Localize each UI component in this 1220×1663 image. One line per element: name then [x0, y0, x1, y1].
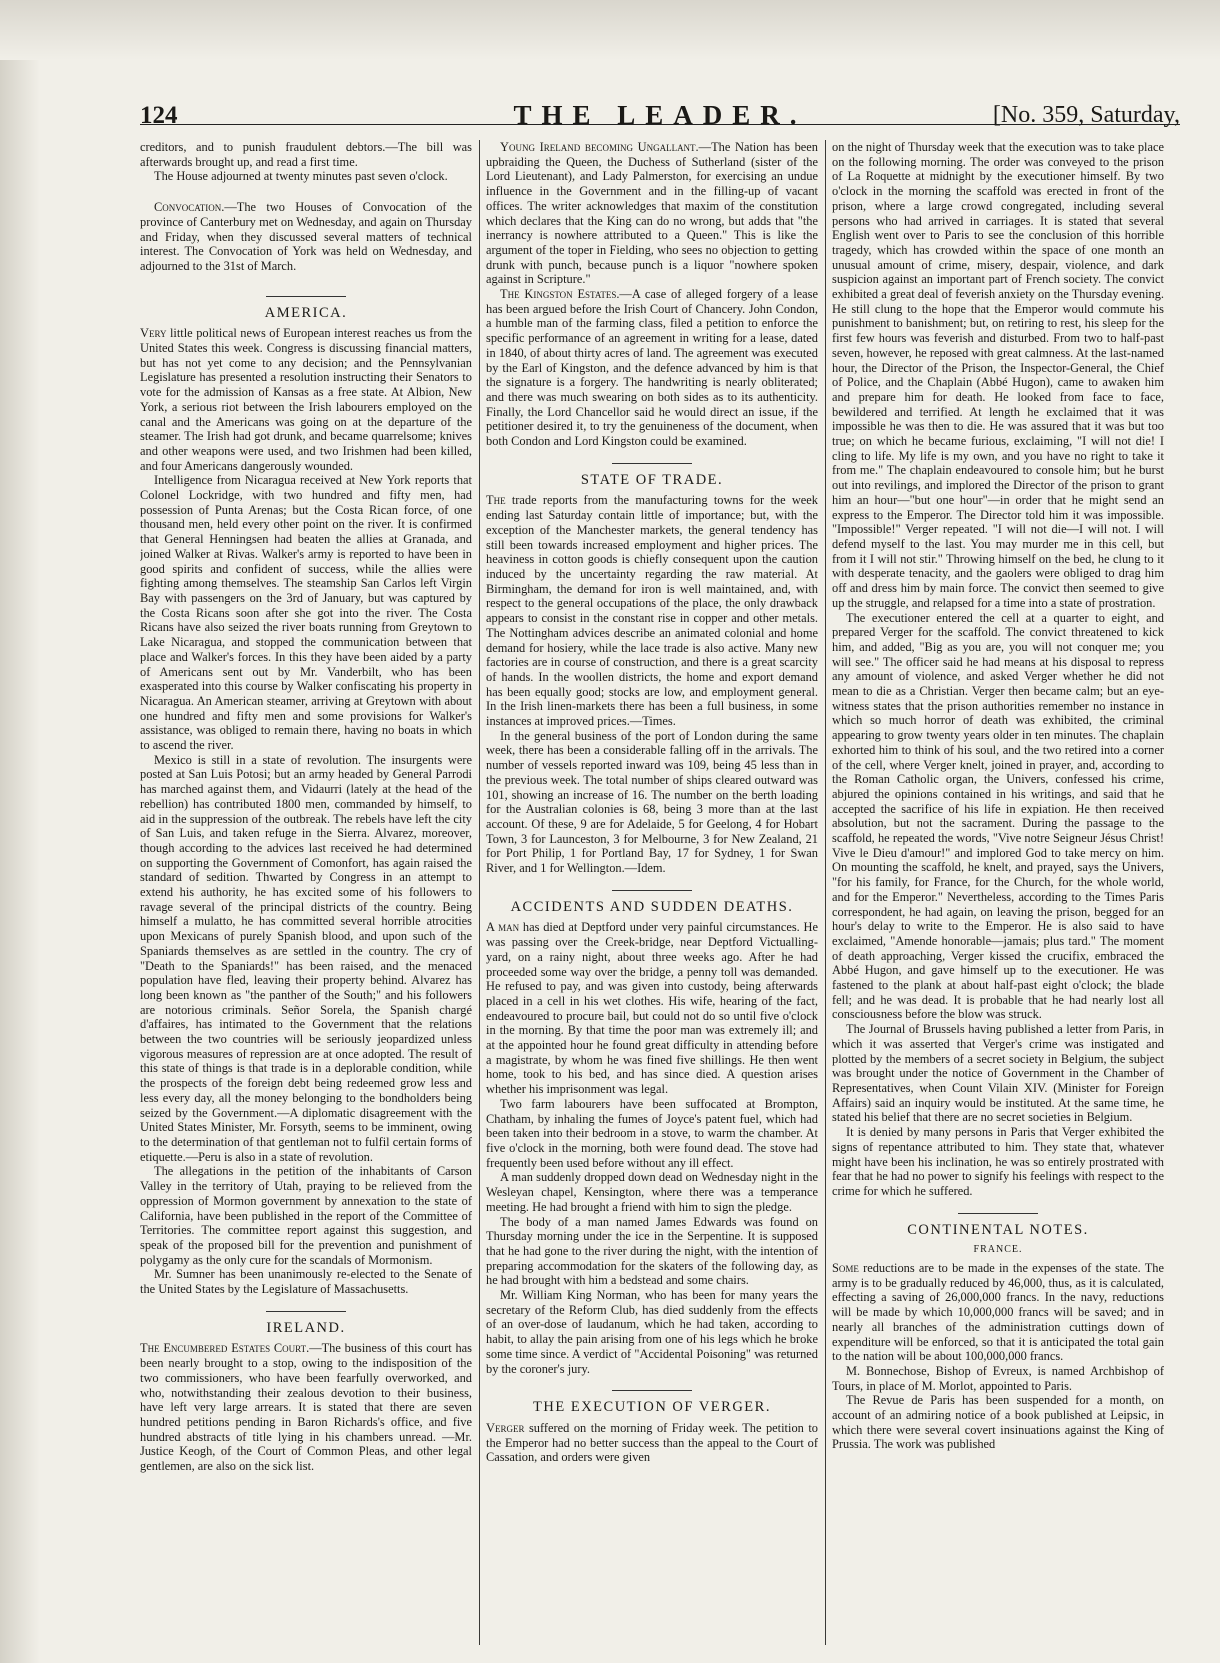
column-2 [486, 140, 818, 1648]
paragraph: A man suddenly dropped down dead on Wednesday night in the Wesleyan chapel, Kensington, where there was a temperance meeting. He had brought a friend with him to sign the pledge. [486, 1170, 818, 1214]
run-in-head: The Encumbered Estates Court. [140, 1341, 310, 1356]
paragraph-text: —The business of this court has been nearly brought to a stop, owing to the indisposition of the two commissioners, who have been fearfully overworked, and who, notwithstanding their zealous devotion to their business, have left very large arrears. It is stated that there are seven hundred petitions pending in Baron Richards's office, and five hundred abstracts of title lying in his chambers unread. —Mr. Justice Keogh, of the Court of Common Pleas, and other legal gentlemen, are also on the sick list. [140, 1341, 472, 1474]
paragraph [486, 1421, 818, 1465]
paragraph: The Revue de Paris has been suspended for a month, on account of an admiring notice of a book published at Leipsic, in which there were several covert insinuations against the King of Prussia. The work was published [832, 1393, 1164, 1452]
run-in-head: Very [140, 326, 167, 341]
paragraph: The House adjourned at twenty minutes past seven o'clock. [154, 169, 448, 184]
paragraph-text: —The Nation has been upbraiding the Queen, the Duchess of Sutherland (sister of the Lord Lieutenant), and Lady Palmerston, for exercising an undue influence in the Government and in the filling-up of vacant offices. The writer acknowledges that maxim of the constitution which declares that the King can do no wrong, but adds that "the inerrancy is nowhere attributed to a Queen." This is like the argument of the toper in Fielding, who sees no objection to getting drunk with punch, because punch is a liquor "nowhere spoken against in Scripture." [486, 140, 818, 287]
column-rule [825, 140, 826, 1645]
paragraph-text: —The two Houses of Convocation of the province of Canterbury met on Wednesday, and again on Thursday and Friday, when they discussed several matters of technical interest. The Convocation of York was held on Wednesday, and adjourned to the 31st of March. [140, 200, 472, 273]
paragraph [486, 920, 818, 1096]
paragraph: M. Bonnechose, Bishop of Evreux, is named Archbishop of Tours, in place of M. Morlot, appointed to Paris. [832, 1363, 1164, 1393]
paragraph: Two farm labourers have been suffocated at Brompton, Chatham, by inhaling the fumes of Joyce's patent fuel, which had been taken into their bedroom in a stove, to warm the chamber. At five o'clock in the morning, both were found dead. The stove had frequently been used before without any ill effect. [486, 1096, 818, 1170]
run-in-head: Young Ireland becoming Ungallant. [500, 140, 699, 154]
section-heading-continental: CONTINENTAL NOTES. [832, 1213, 1164, 1238]
paragraph [486, 140, 818, 287]
paragraph [140, 200, 472, 274]
column-3 [832, 140, 1164, 1648]
paragraph-text: little political news of European interest reaches us from the United States this week. Congress is discussing financial matters, but has not yet come to any decision; and the Pennsylvanian Legislature has presented a resolution instructing their Senators to vote for the admission of Kansas as a free state. At Albion, New York, a serious riot between the Irish labourers employed on the canal and the Americans was going on at the departure of the steamer. The Irish had got drunk, and became quarrelsome; knives and other weapons were used, and two Irishmen had been killed, and four Americans dangerously wounded. [140, 326, 472, 473]
paragraph [140, 326, 472, 473]
run-in-head: The [486, 493, 506, 508]
paragraph [486, 493, 818, 728]
paragraph-text: has died at Deptford under very painful circumstances. He was passing over the Creek-bridge, near Deptford Victualling-yard, on a rainy night, about three weeks ago. After he had proceeded some way over the bridge, a penny toll was demanded. He refused to pay, and was given into custody, being afterwards placed in a cell in his wet clothes. His wife, hearing of the fact, endeavoured to procure bail, but could not do so until five o'clock in the morning. By that time the poor man was extremely ill; and at the appointed hour he found great difficulty in attending before a magistrate, by whom he was fined five shillings. He then went home, took to his bed, and has since died. A question arises whether his imprisonment was legal. [486, 920, 818, 1097]
run-in-head: Convocation. [154, 200, 225, 215]
masthead: THE LEADER. [513, 100, 807, 130]
run-in-head: Some [832, 1261, 859, 1276]
scan-edge-shade [0, 0, 40, 1663]
subheading-france: FRANCE. [973, 1244, 1023, 1256]
paragraph: Mr. William King Norman, who has been for many years the secretary of the Reform Club, has died suddenly from the effects of an over-dose of laudanum, which he had taken, according to habit, to allay the pain arising from one of his legs which he broke some time since. A verdict of "Accidental Poisoning" was returned by the coroner's jury. [486, 1288, 818, 1376]
paragraph-text: reductions are to be made in the expenses of the state. The army is to be gradually reduced by 46,000, thus, as it is calculated, effecting a saving of 26,000,000 francs. In the navy, reductions will be made by which 10,000,000 francs will be saved; and in nearly all branches of the administration cuttings down of expenditure will be enforced, so that it is anticipated the total gain to the nation will be about 100,000,000 francs. [832, 1261, 1164, 1364]
paragraph: Mexico is still in a state of revolution. The insurgents were posted at San Luis Potosi; but an army headed by General Parrodi has marched against them, and Vidaurri (lately at the head of the rebellion) has contributed 1800 men, commanded by himself, to aid in the suppression of the outbreak. The rebels have left the city of San Luis, and taken refuge in the Sierra. Alvarez, moreover, though according to the advices last received he had determined on supporting the Government of Comonfort, has again raised the standard of sedition. Thwarted by Congress in an attempt to extend his authority, he has excited some of his followers to ravage several of the principal districts of the country. Being himself a mulatto, he has committed several horrible atrocities upon Mexicans of purely Spanish blood, and upon such of the Spaniards themselves as are settled in the country. The cry of "Death to the Spaniards!" has been raised, and the menaced population have fled, leaving their property behind. Alvarez has long been known as "the panther of the South;" and his followers are notorious criminals. Señor Sorela, the Spanish chargé d'affaires, has intimated to the Government that the relations between the two countries will be seriously jeopardized unless vigorous measures of repression are at once adopted. The result of this state of things is that trade is in a deplorable condition, while the prospects of the foreign debt being redeemed grow less and less every day, all the money belonging to the bondholders being seized by the Government.—A diplomatic disagreement with the United States Minister, Mr. Forsyth, seems to be imminent, owing to the determination of that gentleman not to fulfil certain forms of etiquette.—Peru is also in a state of revolution. [140, 752, 472, 1164]
page-header [140, 80, 1180, 130]
paragraph-text: trade reports from the manufacturing towns for the week ending last Saturday contain little of importance; but, with the exception of the Manchester markets, the general tendency has still been towards increased employment and higher prices. The heaviness in cotton goods is chiefly consequent upon the caution induced by the uncertainty regarding the raw material. At Birmingham, the demand for iron is well maintained, and, with respect to the general occupations of the place, the only drawback appears to consist in the constant rise in copper and other metals. The Nottingham advices describe an animated colonial and home demand for hosiery, while the lace trade is also active. Many new factories are in course of construction, and there is a great scarcity of hands. In the woollen districts, the home and export demand has been equally good; stocks are low, and employment general. In the Irish linen-markets there has been a full business, in some instances at improved prices.—Times. [486, 493, 818, 729]
paragraph: It is denied by many persons in Paris that Verger exhibited the signs of repentance attributed to him. They state that, whatever might have been his inclination, he was so entirely prostrated with fear that he had no power to signify his feelings with respect to the crime for which he suffered. [832, 1125, 1164, 1198]
section-heading-america: AMERICA. [140, 296, 472, 321]
run-in-head: A man [486, 920, 520, 935]
column-1 [140, 140, 472, 1648]
run-in-head: Verger [486, 1420, 525, 1435]
paragraph-text: —A case of alleged forgery of a lease has been argued before the Irish Court of Chancery. John Condon, a humble man of the farming class, filed a petition to enforce the specific performance of an agreement in writing for a lease, dated in 1840, of about thirty acres of land. The agreement was executed by the Earl of Kingston, and the defence advanced by him is that the signature is a forgery. The handwriting is nearly obliterated; and there was much swearing on both sides as to its authenticity. Finally, the Lord Chancellor said he would direct an issue, if the petitioner desired it, to try the genuineness of the document, when both Condon and Lord Kingston could be examined. [486, 287, 818, 449]
paragraph: creditors, and to punish fraudulent debtors.—The bill was afterwards brought up, and read a first time. [140, 140, 472, 169]
run-in-head: The Kingston Estates. [500, 287, 620, 302]
paragraph: The executioner entered the cell at a quarter to eight, and prepared Verger for the scaffold. The convict threatened to kick him, and added, "Big as you are, you will not conquer me; you will see." The officer said he had means at his disposal to repress any amount of violence, and asked Verger whether he did not mean to die as a Christian. Verger then became calm; but an eye-witness states that the prison authorities remember no instance in which so much horror of death was exhibited, the criminal appearing to grow twenty years older in ten minutes. The chaplain exhorted him to think of his soul, and the two retired into a corner of the cell, where Verger knelt, joined in prayer, and, according to the Roman Catholic organ, the Univers, confessed his crime, abjured the opinions contained in his writings, and said that he accepted the sacrifice of his life in expiation. He then received absolution, but not the sacrament. During the passage to the scaffold, he repeated the words, "Vive notre Seigneur Jésus Christ! Vive le Dieu d'amour!" and implored God to take mercy on him. On mounting the scaffold, he knelt, and prayed, says the Univers, "for his family, for France, for the Church, for the whole world, and for the Emperor." Nevertheless, according to the Times Paris correspondent, he had again, on leaving the prison, begged for an hour's delay to write to the Emperor. He is also said to have exclaimed, "Amende honorable—jamais; plus tard." The moment of death approaching, Verger kissed the crucifix, embraced the Abbé Hugon, and gave himself up to the executioner. He was fastened to the plank at about half-past eight o'clock; the blade fell; and he was dead. It is probable that he had nearly lost all consciousness before the blow was struck. [832, 610, 1164, 1022]
paragraph [486, 287, 818, 449]
paragraph: The allegations in the petition of the inhabitants of Carson Valley in the territory of Utah, praying to be relieved from the oppression of Mormon government by annexation to the state of California, have been published in the report of the Committee of Territories. The committee report against this suggestion, and speak of the proposed bill for the prevention and punishment of polygamy as the only cure for the scandals of Mormonism. [140, 1164, 472, 1267]
issue-label: [No. 359, Saturday, [992, 102, 1180, 128]
page-number: 124 [140, 102, 178, 129]
scan-top-shade [0, 0, 1220, 60]
paragraph-text: suffered on the morning of Friday week. The petition to the Emperor had no better success than the appeal to the Court of Cassation, and orders were given [486, 1420, 818, 1465]
section-heading-accidents: ACCIDENTS AND SUDDEN DEATHS. [486, 890, 818, 915]
section-heading-ireland: IRELAND. [140, 1311, 472, 1336]
paragraph [140, 1341, 472, 1473]
paragraph: The body of a man named James Edwards was found on Thursday morning under the ice in the Serpentine. It is supposed that he had gone to the river during the night, with the intention of preparing accommodation for the skaters of the following day, as he had brought with him a bedstead and some chairs. [486, 1214, 818, 1288]
paragraph: In the general business of the port of London during the same week, there has been a considerable falling off in the arrivals. The number of vessels reported inward was 109, being 45 less than in the previous week. The total number of ships cleared outward was 101, showing an increase of 16. The number on the berth loading for the Australian colonies is 68, being 3 more than at the last account. Of these, 9 are for Adelaide, 5 for Geelong, 4 for Hobart Town, 3 for Launceston, 3 for Melbourne, 3 for New Zealand, 21 for Port Philip, 1 for Portland Bay, 17 for Sydney, 1 for Swan River, and 1 for Wellington.—Idem. [486, 728, 818, 876]
section-heading-execution: THE EXECUTION OF VERGER. [486, 1390, 818, 1415]
paragraph: The Journal of Brussels having published a letter from Paris, in which it was asserted that Verger's crime was instigated and plotted by the members of a secret society in Belgium, the subject was brought under the notice of Government in the Chamber of Representatives, when Count Vilain XIV. (Minister for Foreign Affairs) said an inquiry would be instituted. At the same time, he stated his belief that there are no secret societies in Belgium. [832, 1022, 1164, 1125]
paragraph: on the night of Thursday week that the execution was to take place on the following morning. The order was conveyed to the prison of La Roquette at midnight by the executioner himself. By two o'clock in the morning the scaffold was erected in front of the prison, where a large crowd congregated, including several persons who had arrived in carriages. It is stated that several English went over to Paris to see the conclusion of this horrible tragedy, which has crowded within the space of one month an unusual amount of crime, misery, despair, violence, and dark suspicion against an important part of French society. The convict exhibited a great deal of feverish anxiety on the Thursday evening. He still clung to the hope that the Emperor would commute his punishment to banishment; but, on retiring to rest, his sleep for the first few hours was feverish and disturbed. From two to half-past seven, however, he reposed with great calmness. At the last-named hour, the Director of the Prison, the Inspector-General, the Chief of Police, and the Chaplain (Abbé Hugon), came to awaken him and prepare him for death. He looked from face to face, bewildered and terrified. At length he exclaimed that it was impossible he was then to die. He was assured that it was but too true; on which he became furious, exclaiming, "I will not die! I cling to life. My life is my own, and you have no right to take it from me." The chaplain endeavoured to console him; but he burst out into revilings, and implored the Director of the prison to grant him an hour—"but one hour"—in order that he might send an express to the Emperor. The Director told him it was impossible. "Impossible!" Verger repeated. "I will not die—I will not. I will defend myself to the last. You may murder me in this cell, but from it I will not stir." Throwing himself on the bed, he clung to it with desperate tenacity, and the gaolers were obliged to drag him off and dress him by main force. The convict then seemed to give up the struggle, and relapsed for a time into a state of prostration. [832, 140, 1164, 610]
paragraph [832, 1261, 1164, 1364]
paragraph: Intelligence from Nicaragua received at New York reports that Colonel Lockridge, with two hundred and fifty men, had possession of Punta Arenas; but the Costa Rican force, of one thousand men, held every other point on the river. It is confirmed that General Henningsen had beaten the allies at Granada, and joined Walker at Rivas. Walker's army is reported to have been in good spirits and confident of success, while the allies were fighting among themselves. The steamship San Carlos left Virgin Bay with passengers on the 3rd of January, but was captured by the Costa Ricans soon after she got into the river. The Costa Ricans have also seized the river boats running from Greytown to Lake Nicaragua, and stopped the communication between that place and Walker's forces. In this they have been aided by a party of Americans sent out by Mr. Vanderbilt, who has been exasperated into this course by Walker confiscating his property in Nicaragua. An American steamer, arriving at Greytown with about one hundred and fifty men and some provisions for Walker's assistance, was obliged to remain there, having no boats in which to ascend the river. [140, 473, 472, 753]
column-rule [479, 140, 480, 1645]
paragraph: Mr. Sumner has been unanimously re-elected to the Senate of the United States by the Legislature of Massachusetts. [140, 1267, 472, 1297]
section-heading-trade: STATE OF TRADE. [486, 463, 818, 488]
